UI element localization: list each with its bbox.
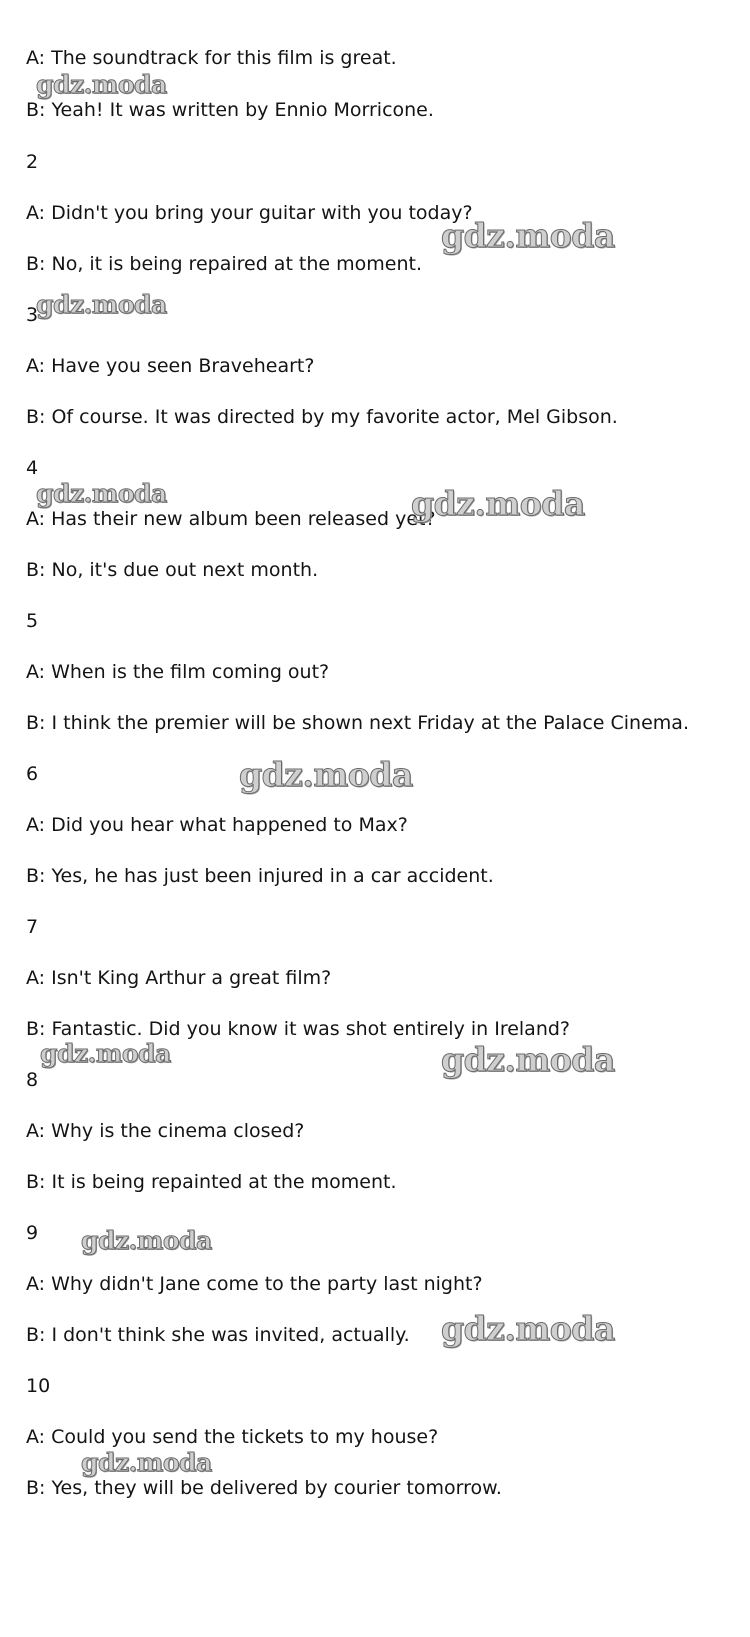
line-10a: A: Could you send the tickets to my house? bbox=[26, 1426, 439, 1448]
line-10b: B: Yes, they will be delivered by courier tomorrow. bbox=[26, 1477, 502, 1499]
watermark: gdz.moda bbox=[40, 1039, 171, 1068]
watermark: gdz.moda bbox=[239, 755, 413, 794]
item-number-3: 3 bbox=[26, 304, 39, 326]
item-number-5: 5 bbox=[26, 610, 39, 632]
watermark: gdz.moda bbox=[81, 1448, 212, 1477]
watermark: gdz.moda bbox=[36, 479, 167, 508]
line-5b: B: I think the premier will be shown next Friday at the Palace Cinema. bbox=[26, 712, 689, 734]
line-3b: B: Of course. It was directed by my favorite actor, Mel Gibson. bbox=[26, 406, 618, 428]
item-number-6: 6 bbox=[26, 763, 39, 785]
item-number-9: 9 bbox=[26, 1222, 39, 1244]
line-4a: A: Has their new album been released yet? bbox=[26, 508, 436, 530]
line-9a: A: Why didn't Jane come to the party last night? bbox=[26, 1273, 483, 1295]
line-6a: A: Did you hear what happened to Max? bbox=[26, 814, 408, 836]
line-4b: B: No, it's due out next month. bbox=[26, 559, 319, 581]
line-3a: A: Have you seen Braveheart? bbox=[26, 355, 315, 377]
watermark: gdz.moda bbox=[36, 70, 167, 99]
item-number-7: 7 bbox=[26, 916, 39, 938]
line-9b: B: I don't think she was invited, actually. bbox=[26, 1324, 410, 1346]
line-7a: A: Isn't King Arthur a great film? bbox=[26, 967, 332, 989]
watermark: gdz.moda bbox=[441, 1309, 615, 1348]
watermark: gdz.moda bbox=[411, 484, 585, 523]
line-8a: A: Why is the cinema closed? bbox=[26, 1120, 305, 1142]
line-1a: A: The soundtrack for this film is great. bbox=[26, 47, 397, 69]
line-1b: B: Yeah! It was written by Ennio Morricone. bbox=[26, 99, 434, 121]
line-2b: B: No, it is being repaired at the moment. bbox=[26, 253, 423, 275]
line-5a: A: When is the film coming out? bbox=[26, 661, 330, 683]
line-7b: B: Fantastic. Did you know it was shot entirely in Ireland? bbox=[26, 1018, 571, 1040]
item-number-4: 4 bbox=[26, 457, 39, 479]
watermark: gdz.moda bbox=[441, 1040, 615, 1079]
item-number-10: 10 bbox=[26, 1375, 51, 1397]
watermark: gdz.moda bbox=[81, 1226, 212, 1255]
watermark: gdz.moda bbox=[441, 216, 615, 255]
line-2a: A: Didn't you bring your guitar with you today? bbox=[26, 202, 473, 224]
item-number-2: 2 bbox=[26, 151, 39, 173]
line-6b: B: Yes, he has just been injured in a car accident. bbox=[26, 865, 494, 887]
line-8b: B: It is being repainted at the moment. bbox=[26, 1171, 397, 1193]
item-number-8: 8 bbox=[26, 1069, 39, 1091]
watermark: gdz.moda bbox=[36, 290, 167, 319]
